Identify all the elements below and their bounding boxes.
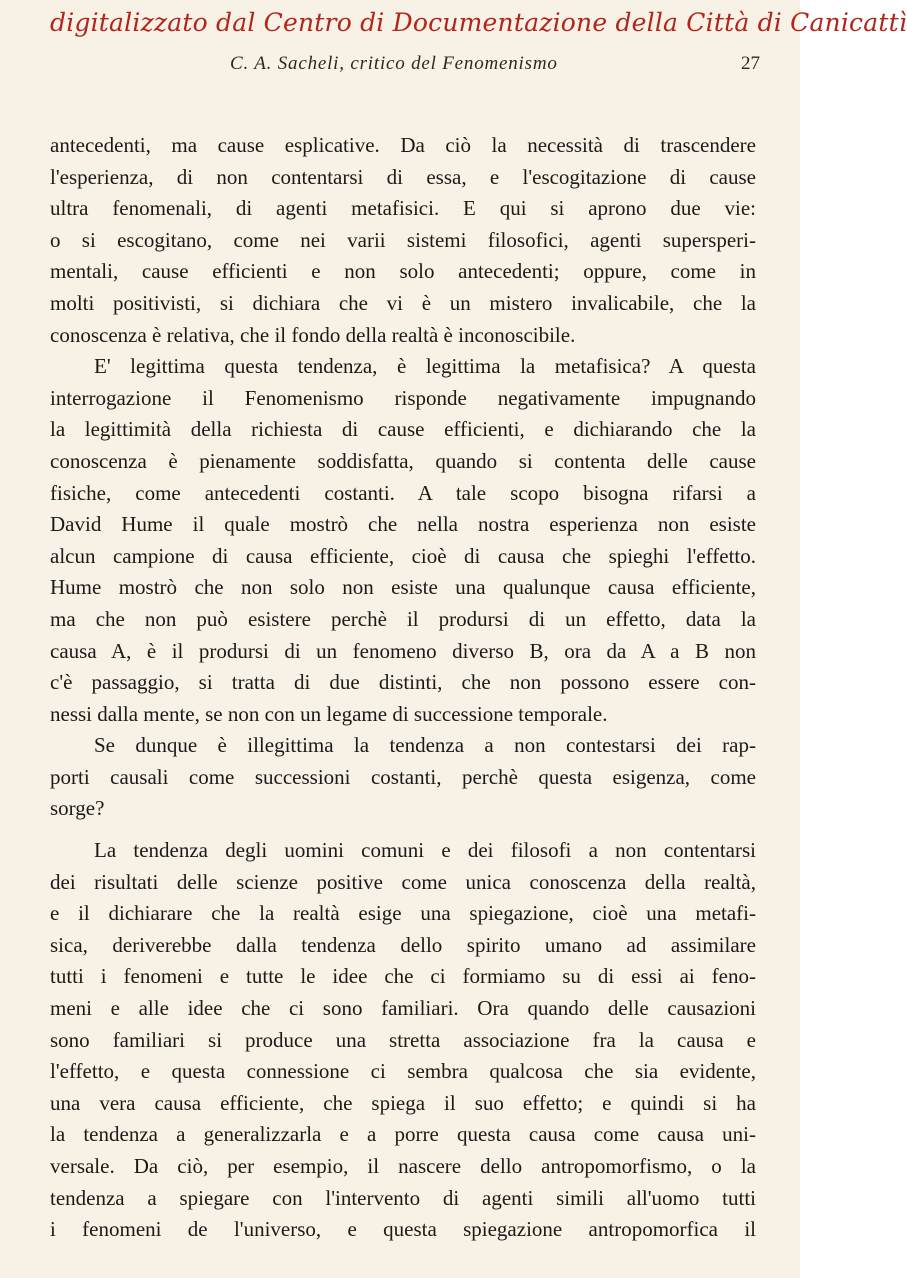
text-line: i fenomeni de l'universo, e questa spiegazione antropomorfica il [50, 1217, 756, 1242]
text-line: sica, deriverebbe dalla tendenza dello spirito umano ad assimilare [50, 932, 756, 957]
text-line: ma che non può esistere perchè il prodursi di un effetto, data la [50, 606, 756, 631]
text-line: conoscenza è pienamente soddisfatta, quando si contenta delle cause [50, 448, 756, 473]
text-line: interrogazione il Fenomenismo risponde negativamente impugnando [50, 385, 756, 410]
text-line: l'effetto, e questa connessione ci sembra qualcosa che sia evidente, [50, 1059, 756, 1084]
text-line: la tendenza a generalizzarla e a porre questa causa come causa uni- [50, 1122, 756, 1147]
text-line: La tendenza degli uomini comuni e dei filosofi a non contentarsi [94, 838, 756, 863]
text-line: conoscenza è relativa, che il fondo della realtà è inconoscibile. [50, 322, 576, 347]
body-text [50, 130, 756, 1246]
text-line: causa A, è il prodursi di un fenomeno diverso B, ora da A a B non [50, 638, 756, 663]
text-line: l'esperienza, di non contentarsi di essa, e l'escogitazione di cause [50, 164, 756, 189]
text-line: meni e alle idee che ci sono familiari. Ora quando delle causazioni [50, 996, 756, 1021]
text-line: David Hume il quale mostrò che nella nostra esperienza non esiste [50, 512, 756, 537]
text-line: fisiche, come antecedenti costanti. A tale scopo bisogna rifarsi a [50, 480, 756, 505]
text-line: la legittimità della richiesta di cause efficienti, e dichiarando che la [50, 417, 756, 442]
text-line: tutti i fenomeni e tutte le idee che ci formiamo su di essi ai feno- [50, 964, 756, 989]
page-number: 27 [741, 53, 760, 74]
text-line: una vera causa efficiente, che spiega il suo effetto; e quindi si ha [50, 1090, 756, 1115]
text-line: Se dunque è illegittima la tendenza a non contestarsi dei rap- [94, 733, 756, 758]
text-line: antecedenti, ma cause esplicative. Da ciò la necessità di trascendere [50, 133, 756, 157]
digitization-watermark: digitalizzato dal Centro di Documentazione della Città di Canicattì [50, 8, 907, 37]
text-line: alcun campione di causa efficiente, cioè di causa che spieghi l'effetto. [50, 543, 756, 568]
text-line: o si escogitano, come nei varii sistemi filosofici, agenti supersperi- [50, 227, 756, 252]
text-line: mentali, cause efficienti e non solo antecedenti; oppure, come in [50, 259, 756, 284]
text-line: molti positivisti, si dichiara che vi è un mistero invalicabile, che la [50, 290, 756, 315]
text-line: dei risultati delle scienze positive come unica conoscenza della realtà, [50, 869, 756, 894]
text-line: Hume mostrò che non solo non esiste una qualunque causa efficiente, [50, 575, 756, 600]
text-line: c'è passaggio, si tratta di due distinti, che non possono essere con- [50, 670, 756, 695]
text-line: ultra fenomenali, di agenti metafisici. E qui si aprono due vie: [50, 196, 756, 221]
running-header [0, 51, 800, 77]
text-line: e il dichiarare che la realtà esige una spiegazione, cioè una metafi- [50, 901, 756, 926]
text-line: nessi dalla mente, se non con un legame di successione temporale. [50, 701, 608, 726]
text-line: E' legittima questa tendenza, è legittima la metafisica? A questa [94, 354, 756, 379]
text-line: sorge? [50, 796, 105, 821]
text-line: tendenza a spiegare con l'intervento di agenti simili all'uomo tutti [50, 1185, 756, 1210]
paragraph-gap [50, 825, 756, 835]
running-title: C. A. Sacheli, critico del Fenomenismo [230, 53, 558, 74]
text-line: porti causali come successioni costanti, perchè questa esigenza, come [50, 764, 756, 789]
text-line: versale. Da ciò, per esempio, il nascere dello antropomorfismo, o la [50, 1154, 756, 1178]
text-line: sono familiari si produce una stretta associazione fra la causa e [50, 1027, 756, 1052]
